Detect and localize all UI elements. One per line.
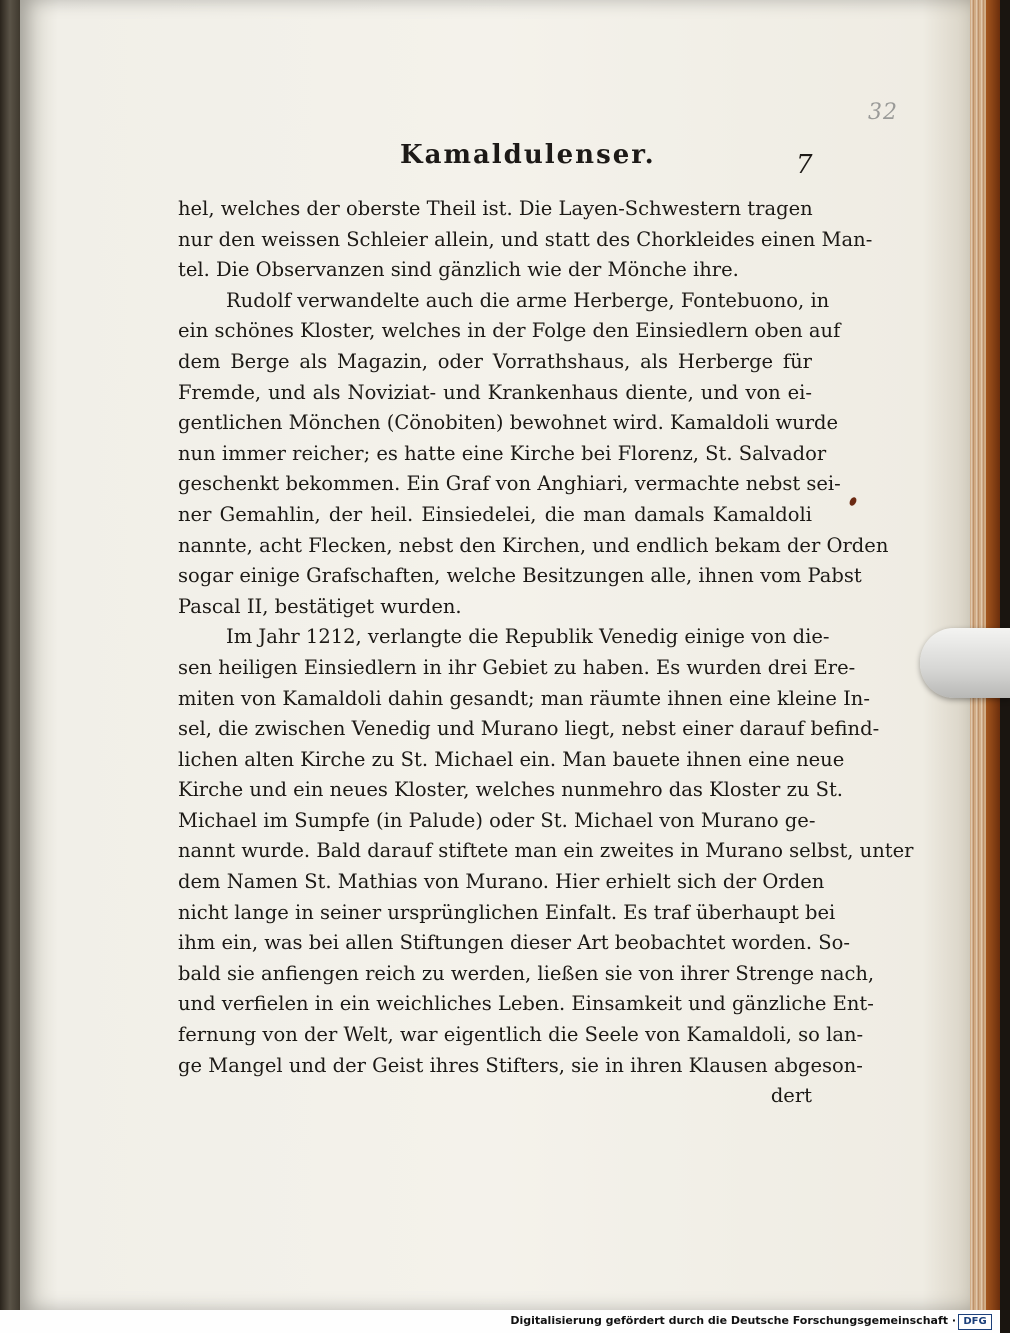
funding-credit: Digitalisierung gefördert durch die Deutsche Forschungsgemeinschaft · bbox=[510, 1314, 956, 1327]
text-line: nannte, acht Flecken, nebst den Kirchen, und endlich bekam der Orden bbox=[178, 533, 889, 557]
text-line: lichen alten Kirche zu St. Michael ein. Man bauete ihnen eine neue bbox=[178, 747, 845, 771]
text-line: sogar einige Grafschaften, welche Besitzungen alle, ihnen vom Pabst bbox=[178, 564, 862, 588]
text-line: Rudolf verwandelte auch die arme Herberge, Fontebuono, in bbox=[226, 288, 830, 312]
page-clip bbox=[920, 628, 1010, 698]
page-number: 7 bbox=[796, 150, 813, 180]
text-line: sel, die zwischen Venedig und Murano liegt, nebst einer darauf befind- bbox=[178, 717, 880, 741]
book-binding bbox=[0, 0, 22, 1310]
text-line: nur den weissen Schleier allein, und statt des Chorkleides einen Man- bbox=[178, 227, 873, 251]
text-line: Kirche und ein neues Kloster, welches nunmehro das Kloster zu St. bbox=[178, 778, 843, 802]
text-line: ein schönes Kloster, welches in der Folge den Einsiedlern oben auf bbox=[178, 319, 841, 343]
text-line: tel. Die Observanzen sind gänzlich wie der Mönche ihre. bbox=[178, 258, 739, 282]
text-line: bald sie anfiengen reich zu werden, ließen sie von ihrer Strenge nach, bbox=[178, 961, 875, 985]
running-head: Kamaldulenser. bbox=[400, 140, 656, 170]
text-line: ner Gemahlin, der heil. Einsiedelei, die man damals Kamaldoli bbox=[178, 502, 812, 526]
catchword: dert bbox=[770, 1084, 812, 1108]
text-line: hel, welches der oberste Theil ist. Die Layen-Schwestern tragen bbox=[178, 197, 813, 220]
text-line: Fremde, und als Noviziat- und Krankenhaus diente, und von ei- bbox=[178, 380, 812, 404]
text-line: ihm ein, was bei allen Stiftungen dieser Art beobachtet worden. So- bbox=[178, 931, 850, 955]
text-line: dem Berge als Magazin, oder Vorrathshaus, als Herberge für bbox=[178, 349, 812, 373]
text-line: und verfielen in ein weichliches Leben. Einsamkeit und gänzliche Ent- bbox=[178, 992, 874, 1016]
text-line: nannt wurde. Bald darauf stiftete man ein zweites in Murano selbst, unter bbox=[178, 839, 914, 863]
dfg-logo: DFG bbox=[958, 1314, 992, 1330]
text-line: sen heiligen Einsiedlern in ihr Gebiet zu haben. Es wurden drei Ere- bbox=[178, 655, 856, 679]
text-line: Im Jahr 1212, verlangte die Republik Venedig einige von die- bbox=[226, 625, 830, 649]
folio-number: 32 bbox=[868, 100, 898, 125]
text-line: miten von Kamaldoli dahin gesandt; man räumte ihnen eine kleine In- bbox=[178, 686, 870, 710]
text-line: ge Mangel und der Geist ihres Stifters, sie in ihren Klausen abgeson- bbox=[178, 1053, 863, 1077]
text-line: Michael im Sumpfe (in Palude) oder St. Michael von Murano ge- bbox=[178, 808, 816, 832]
text-line: Pascal II, bestätiget wurden. bbox=[178, 594, 462, 618]
text-line: nun immer reicher; es hatte eine Kirche bei Florenz, St. Salvador bbox=[178, 441, 827, 465]
text-line: nicht lange in seiner ursprünglichen Einfalt. Es traf überhaupt bei bbox=[178, 900, 836, 924]
text-line: gentlichen Mönchen (Cönobiten) bewohnet wird. Kamaldoli wurde bbox=[178, 411, 839, 435]
body-text bbox=[178, 194, 914, 1112]
text-line: dem Namen St. Mathias von Murano. Hier erhielt sich der Orden bbox=[178, 870, 825, 894]
text-line: geschenkt bekommen. Ein Graf von Anghiari, vermachte nebst sei- bbox=[178, 472, 841, 496]
text-line: fernung von der Welt, war eigentlich die Seele von Kamaldoli, so lan- bbox=[178, 1023, 864, 1047]
